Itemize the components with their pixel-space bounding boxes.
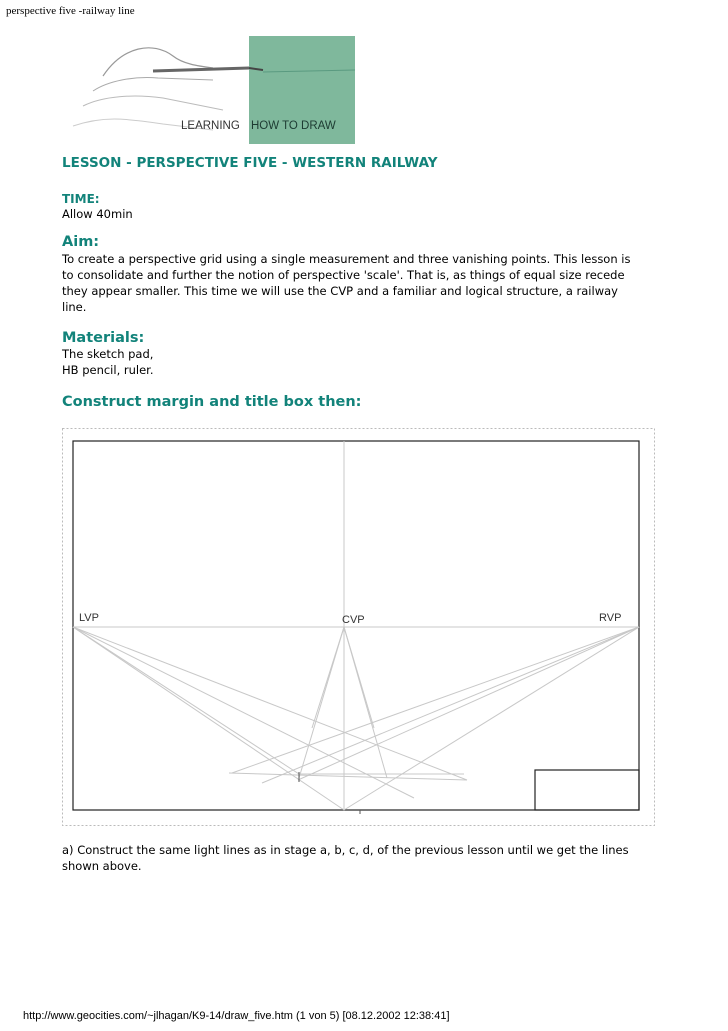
- aim-line-1: To create a perspective grid using a single measurement and three vanishing points. This lesson is: [62, 252, 631, 266]
- rvp-label: RVP: [599, 612, 622, 624]
- caption: [62, 842, 662, 874]
- rvp-guide-lines: [232, 627, 639, 810]
- time-text: Allow 40min: [62, 207, 133, 221]
- aim-line-3: they appear smaller. This time we will use the CVP and a familiar and logical structure, a railway: [62, 284, 618, 298]
- title-box: [535, 770, 639, 810]
- materials-heading: Materials:: [62, 330, 145, 346]
- hand-drawing-illustration: [63, 36, 355, 144]
- caption-line-2: shown above.: [62, 859, 142, 873]
- banner-right-text: HOW TO DRAW: [251, 120, 336, 132]
- time-heading: TIME:: [62, 192, 100, 206]
- aim-line-2: to consolidate and further the notion of perspective 'scale'. That is, as things of equal size recede: [62, 268, 625, 282]
- diagonal-lines: [229, 773, 467, 780]
- page-header: perspective five -railway line: [6, 5, 135, 17]
- materials-line-1: The sketch pad,: [62, 347, 154, 361]
- lvp-label: LVP: [79, 612, 99, 624]
- perspective-diagram: [62, 428, 655, 826]
- lvp-guide-lines: [73, 627, 467, 810]
- banner-left-text: LEARNING: [181, 120, 240, 132]
- cvp-label: CVP: [342, 614, 365, 626]
- lesson-title: LESSON - PERSPECTIVE FIVE - WESTERN RAILWAY: [62, 155, 438, 171]
- banner-image: [63, 36, 355, 144]
- construct-heading: Construct margin and title box then:: [62, 394, 362, 410]
- page-footer-url: http://www.geocities.com/~jlhagan/K9-14/draw_five.htm (1 von 5) [08.12.2002 12:38:41]: [23, 1010, 450, 1022]
- aim-heading: Aim:: [62, 234, 100, 250]
- cvp-guide-lines: [299, 627, 387, 778]
- aim-line-4: line.: [62, 300, 87, 314]
- caption-line-1: a) Construct the same light lines as in stage a, b, c, d, of the previous lesson until we get the lines: [62, 843, 629, 857]
- materials-line-2: HB pencil, ruler.: [62, 363, 154, 377]
